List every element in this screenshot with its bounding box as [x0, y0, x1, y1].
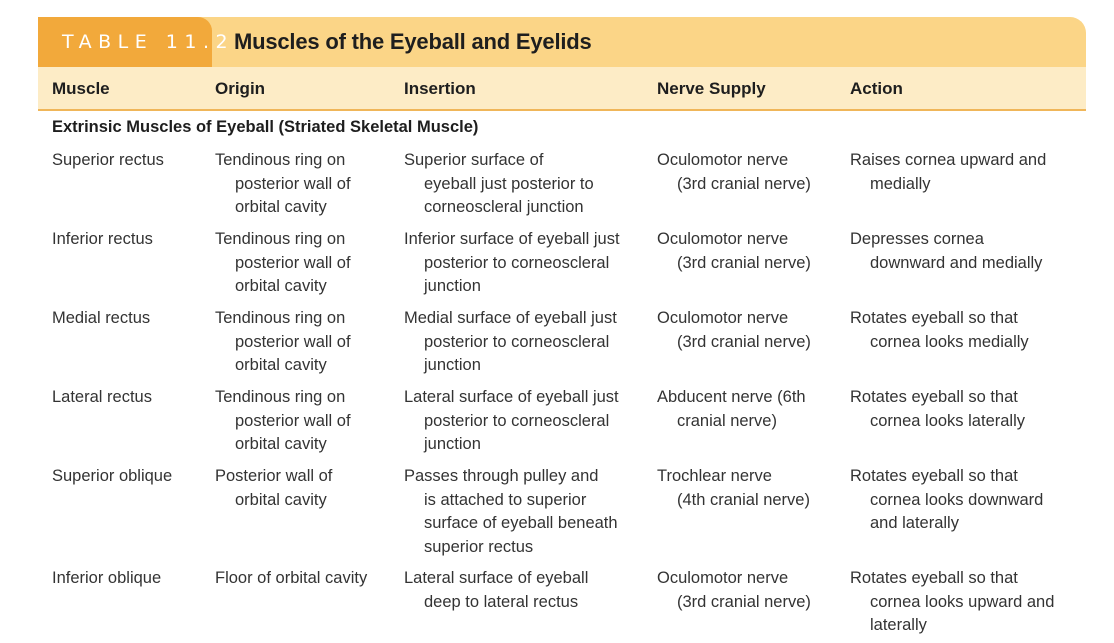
cell-insertion-line: Lateral surface of eyeball just — [404, 388, 619, 406]
cell-nerve-supply-line: Oculomotor nerve — [657, 309, 789, 327]
cell-action — [850, 465, 1043, 536]
cell-origin — [215, 386, 351, 457]
cell-nerve-supply — [657, 386, 806, 433]
cell-origin-line: orbital cavity — [235, 277, 327, 295]
column-header-row — [38, 67, 1086, 111]
cell-action-line: cornea looks downward — [870, 490, 1044, 509]
cell-origin — [215, 149, 351, 220]
cell-nerve-supply — [657, 307, 811, 354]
cell-muscle — [52, 307, 150, 331]
cell-muscle-line: Medial rectus — [52, 309, 151, 327]
cell-insertion-line: corneoscleral junction — [424, 198, 584, 216]
cell-origin-line: posterior wall of — [235, 174, 351, 193]
cell-muscle — [52, 567, 161, 591]
cell-action-line: Rotates eyeball so that — [850, 467, 1018, 485]
cell-insertion-line: junction — [424, 277, 481, 295]
table-row — [0, 149, 1114, 229]
cell-nerve-supply-line: (3rd cranial nerve) — [677, 174, 811, 193]
cell-muscle-line: Lateral rectus — [52, 388, 152, 406]
cell-insertion — [404, 307, 617, 378]
column-header-action: Action — [850, 79, 903, 98]
cell-origin — [215, 307, 351, 378]
table-row — [0, 307, 1114, 387]
cell-muscle-line: Superior rectus — [52, 151, 164, 169]
cell-nerve-supply-line: (3rd cranial nerve) — [677, 253, 811, 272]
cell-insertion-line: eyeball just posterior to — [424, 174, 594, 193]
cell-muscle-line: Inferior oblique — [52, 569, 162, 587]
cell-action-line: Rotates eyeball so that — [850, 569, 1018, 587]
cell-origin — [215, 228, 351, 299]
cell-insertion-line: deep to lateral rectus — [424, 592, 579, 611]
column-header-nerve-supply: Nerve Supply — [657, 79, 766, 98]
table-row — [0, 465, 1114, 556]
cell-origin-line: posterior wall of — [235, 253, 351, 272]
table-row — [0, 386, 1114, 466]
cell-action-line: cornea looks upward and — [870, 592, 1055, 611]
table-title: Muscles of the Eyeball and Eyelids — [234, 29, 592, 54]
cell-muscle-line: Inferior rectus — [52, 230, 153, 248]
cell-origin-line: posterior wall of — [235, 411, 351, 430]
cell-origin-line: orbital cavity — [235, 356, 327, 374]
cell-origin-line: Posterior wall of — [215, 467, 333, 485]
section-heading: Extrinsic Muscles of Eyeball (Striated Skeletal Muscle) — [52, 118, 479, 136]
cell-insertion-line: Lateral surface of eyeball — [404, 569, 589, 587]
cell-origin-line: Tendinous ring on — [215, 230, 346, 248]
cell-insertion — [404, 567, 588, 614]
cell-insertion-line: is attached to superior — [424, 490, 587, 509]
cell-origin-line: orbital cavity — [235, 198, 327, 216]
cell-action-line: Rotates eyeball so that — [850, 388, 1018, 406]
cell-nerve-supply — [657, 149, 811, 196]
column-header-insertion: Insertion — [404, 79, 476, 98]
cell-nerve-supply — [657, 465, 810, 512]
cell-action-line: downward and medially — [870, 253, 1043, 272]
cell-action — [850, 307, 1029, 354]
cell-nerve-supply — [657, 228, 811, 275]
cell-nerve-supply — [657, 567, 811, 614]
cell-action-line: Rotates eyeball so that — [850, 309, 1018, 327]
cell-insertion-line: Medial surface of eyeball just — [404, 309, 617, 327]
cell-action — [850, 567, 1054, 638]
cell-origin-line: posterior wall of — [235, 332, 351, 351]
cell-insertion — [404, 386, 619, 457]
cell-action — [850, 386, 1025, 433]
cell-nerve-supply-line: Oculomotor nerve — [657, 569, 789, 587]
cell-nerve-supply-line: Oculomotor nerve — [657, 230, 789, 248]
cell-action-line: cornea looks medially — [870, 332, 1029, 351]
table-number-tag: TABLE 11.2 — [38, 17, 212, 67]
cell-muscle — [52, 465, 172, 489]
cell-insertion-line: Superior surface of — [404, 151, 544, 169]
cell-origin-line: Tendinous ring on — [215, 388, 346, 406]
cell-origin-line: Floor of orbital cavity — [215, 569, 368, 587]
column-header-muscle: Muscle — [52, 79, 110, 98]
cell-insertion-line: Passes through pulley and — [404, 467, 599, 485]
cell-muscle — [52, 149, 164, 173]
cell-action-line: laterally — [870, 616, 927, 634]
cell-nerve-supply-line: Abducent nerve (6th — [657, 388, 806, 406]
cell-origin-line: orbital cavity — [235, 435, 327, 453]
cell-insertion-line: superior rectus — [424, 537, 534, 556]
cell-action-line: medially — [870, 174, 931, 193]
cell-nerve-supply-line: Trochlear nerve — [657, 467, 772, 485]
table-row — [0, 567, 1114, 643]
cell-action — [850, 149, 1046, 196]
table-title-bar — [38, 17, 1086, 67]
cell-origin-line: Tendinous ring on — [215, 151, 346, 169]
cell-action — [850, 228, 1042, 275]
cell-nerve-supply-line: cranial nerve) — [677, 411, 777, 430]
table-row — [0, 228, 1114, 308]
cell-action-line: cornea looks laterally — [870, 411, 1025, 430]
column-header-origin: Origin — [215, 79, 266, 98]
cell-insertion-line: surface of eyeball beneath — [424, 514, 618, 532]
cell-origin-line: Tendinous ring on — [215, 309, 346, 327]
cell-insertion — [404, 149, 594, 220]
cell-muscle — [52, 386, 152, 410]
cell-muscle-line: Superior oblique — [52, 467, 173, 485]
cell-action-line: Depresses cornea — [850, 230, 984, 248]
cell-muscle — [52, 228, 153, 252]
cell-insertion-line: posterior to corneoscleral — [424, 411, 610, 430]
cell-insertion-line: posterior to corneoscleral — [424, 253, 610, 272]
cell-nerve-supply-line: Oculomotor nerve — [657, 151, 789, 169]
cell-origin — [215, 567, 367, 591]
cell-nerve-supply-line: (4th cranial nerve) — [677, 490, 810, 509]
cell-action-line: and laterally — [870, 514, 959, 532]
cell-insertion — [404, 465, 618, 559]
cell-insertion-line: junction — [424, 435, 481, 453]
cell-nerve-supply-line: (3rd cranial nerve) — [677, 332, 811, 351]
cell-action-line: Raises cornea upward and — [850, 151, 1047, 169]
cell-origin-line: orbital cavity — [235, 490, 327, 509]
cell-insertion — [404, 228, 620, 299]
cell-origin — [215, 465, 332, 512]
cell-insertion-line: junction — [424, 356, 481, 374]
cell-insertion-line: Inferior surface of eyeball just — [404, 230, 620, 248]
cell-insertion-line: posterior to corneoscleral — [424, 332, 610, 351]
cell-nerve-supply-line: (3rd cranial nerve) — [677, 592, 811, 611]
